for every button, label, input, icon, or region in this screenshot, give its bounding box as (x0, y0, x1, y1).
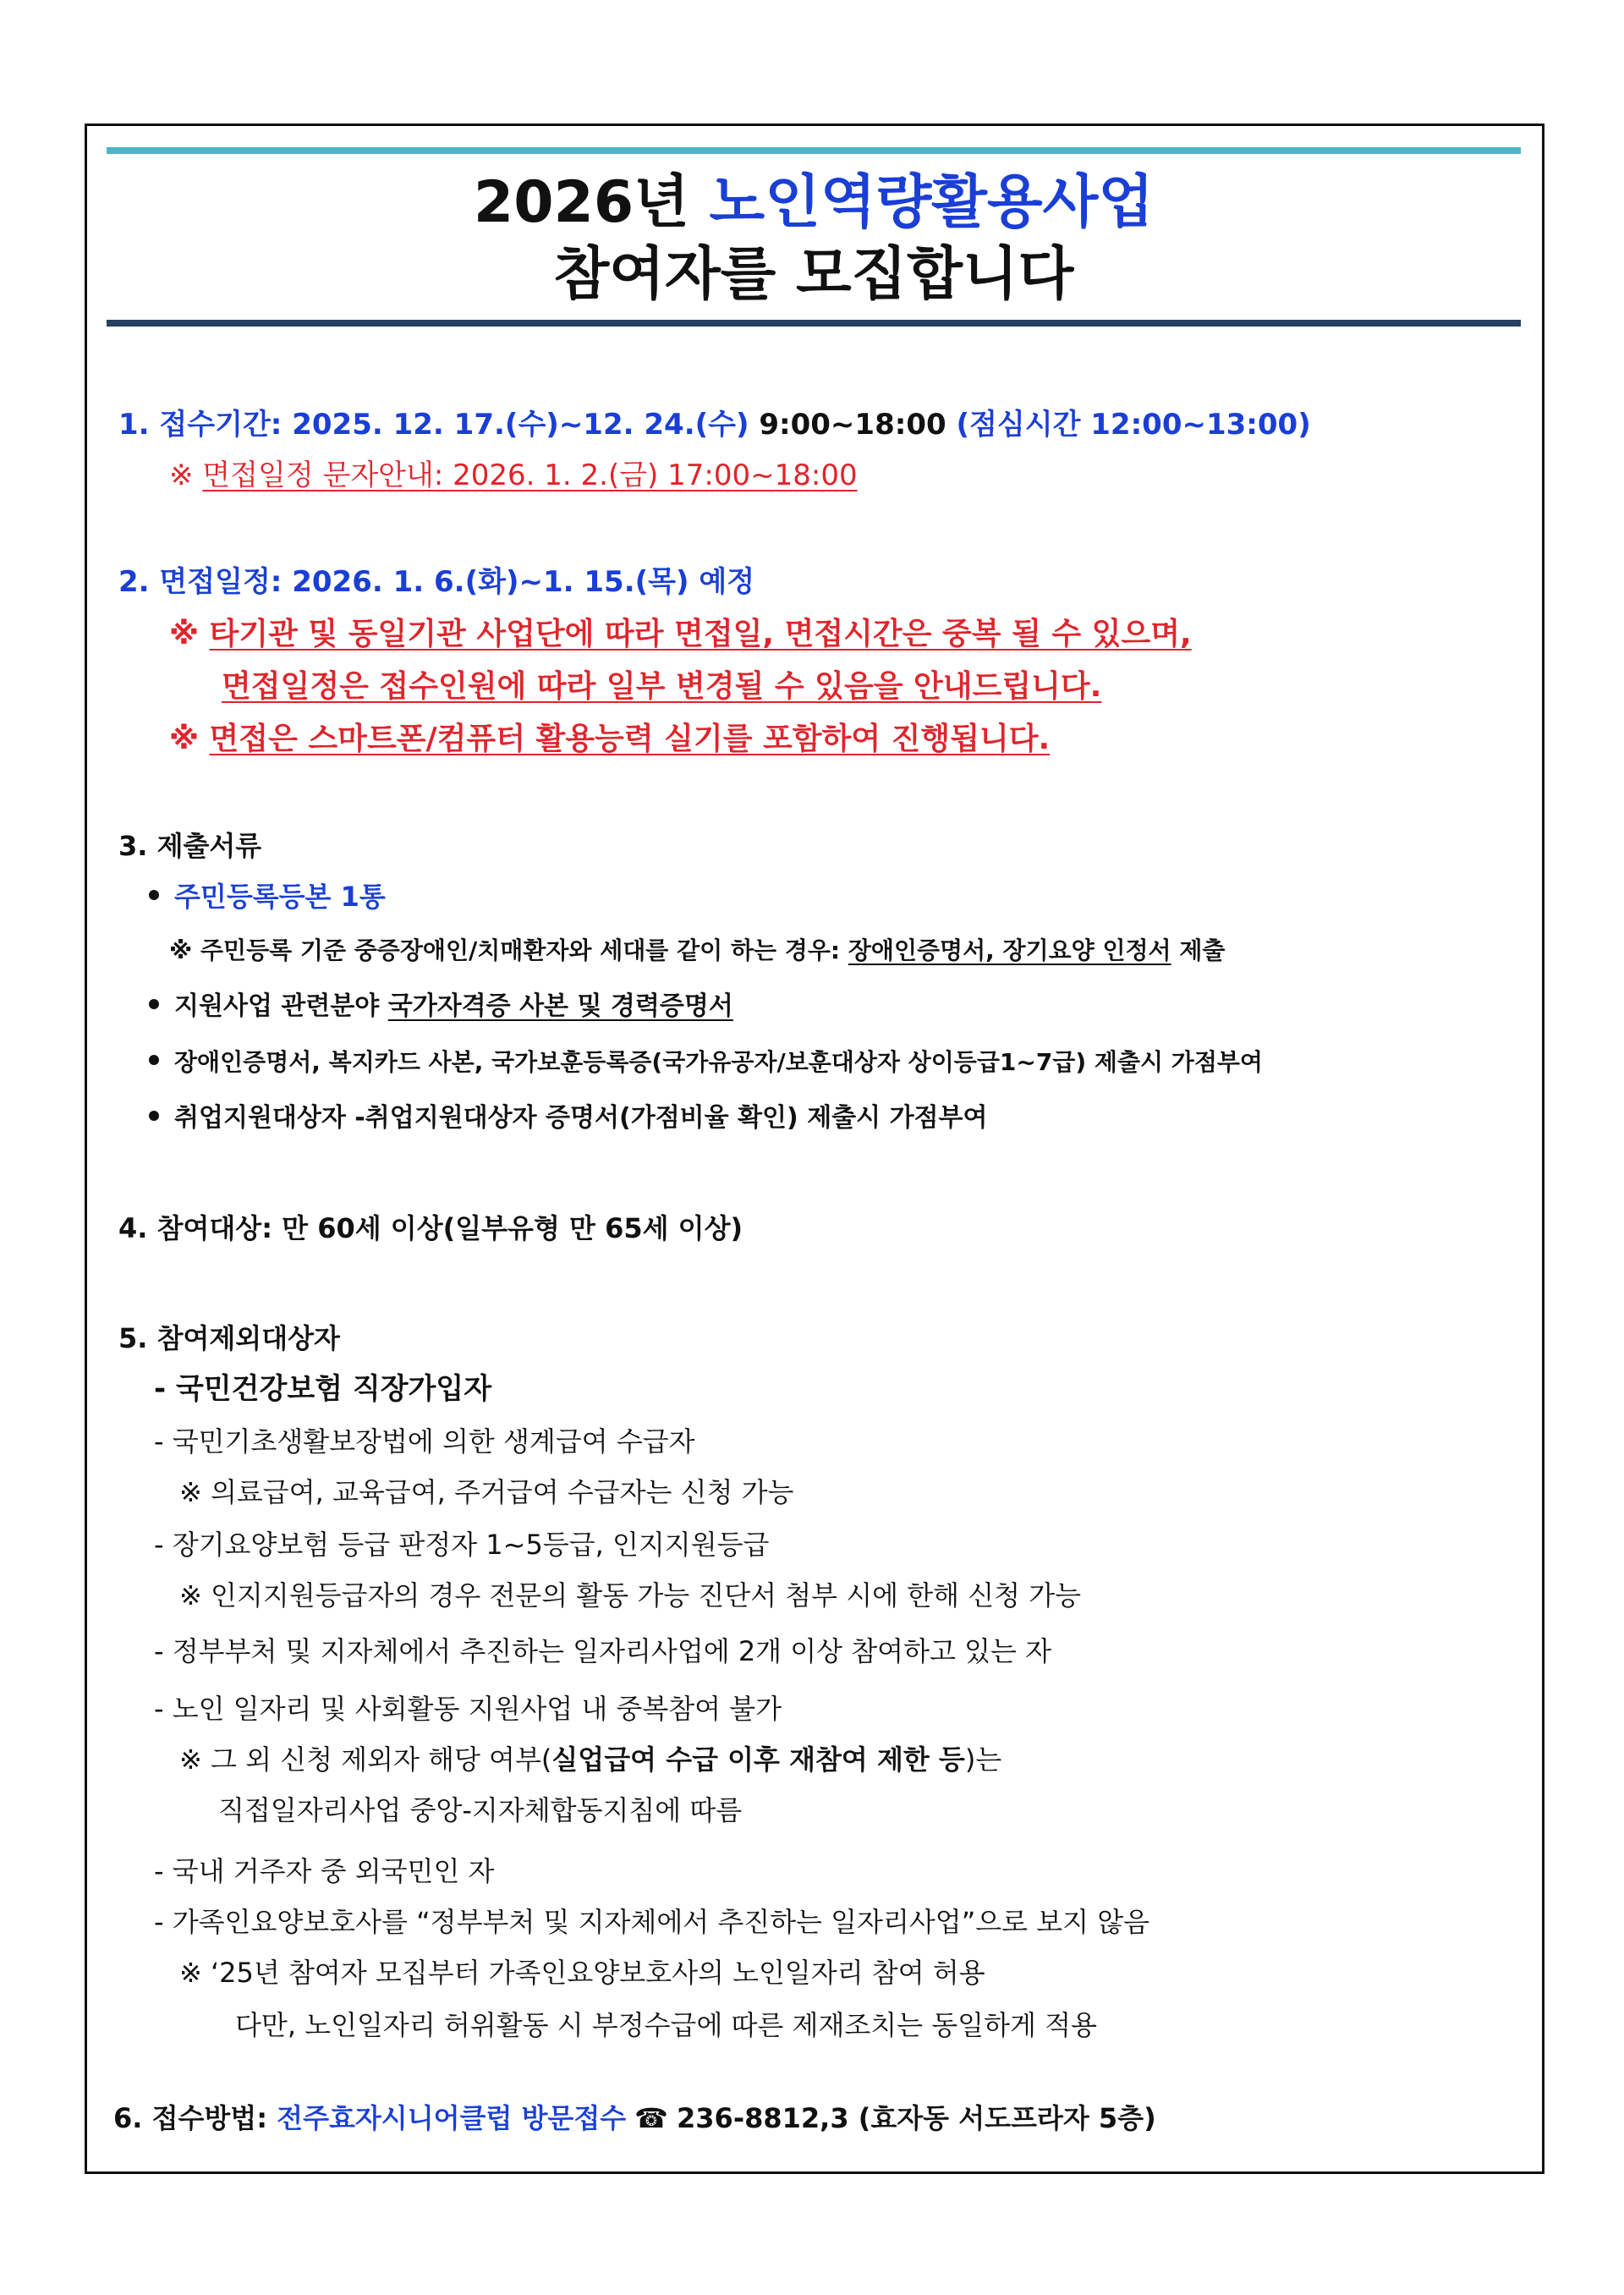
s3-item3-text: 장애인증명서, 복지카드 사본, 국가보훈등록증(국가유공자/보훈대상자 상이등급1~7급) 제출시 가점부여 (174, 1048, 1263, 1076)
s5-item5-note-b: 실업급여 수급 이후 재참여 제한 등 (551, 1743, 965, 1776)
s2-note2-mark: ※ (169, 722, 210, 756)
s3-item2 (149, 986, 733, 1027)
section-6 (113, 2098, 1156, 2139)
s3-note-c: 제출 (1171, 936, 1226, 964)
s6-label: 6. 접수방법: (113, 2102, 277, 2134)
s2-note1 (169, 614, 1192, 655)
telephone-icon: ☎ (634, 2102, 669, 2134)
s2-note1-text-a: 타기관 및 동일기관 사업단에 따라 면접일, 면접시간은 중복 될 수 있으며, (209, 617, 1192, 651)
s5-item3-note: ※ 인지지원등급자의 경우 전문의 활동 가능 진단서 첨부 시에 한해 신청 가능 (179, 1579, 1082, 1611)
s5-item2-note: ※ 의료급여, 교육급여, 주거급여 수급자는 신청 가능 (179, 1476, 794, 1508)
s6-phone: 236-8812,3 (677, 2102, 849, 2134)
section-1 (118, 404, 1311, 445)
s1-label: 1. 접수기간: 2025. 12. 17.(수)~12. 24.(수) (118, 408, 749, 442)
s2-note1-mark: ※ (169, 617, 210, 651)
s3-note (169, 931, 1225, 971)
s5-item1: - 국민건강보험 직장가입자 (154, 1372, 492, 1406)
s5-item7-note: ※ ‘25년 참여자 모집부터 가족인요양보호사의 노인일자리 참여 허용 (179, 1957, 985, 1989)
s3-label: 3. 제출서류 (118, 830, 262, 862)
s2-note2-text: 면접은 스마트폰/컴퓨터 활용능력 실기를 포함하여 진행됩니다. (209, 722, 1051, 756)
s6-place: 전주효자시니어클럽 방문접수 (277, 2102, 627, 2134)
s5-item5-note-a: ※ 그 외 신청 제외자 해당 여부( (179, 1743, 552, 1776)
s3-item2-b: 국가자격증 사본 및 경력증명서 (387, 991, 733, 1021)
s5-item7: - 가족인요양보호사를 “정부부처 및 지자체에서 추진하는 일자리사업”으로 보지 않음 (154, 1906, 1150, 1938)
s3-item2-a: 지원사업 관련분야 (174, 991, 388, 1021)
s1-hours: 9:00~18:00 (749, 408, 957, 442)
s5-item6: - 국내 거주자 중 외국민인 자 (154, 1855, 495, 1887)
title-year: 2026년 (473, 169, 710, 236)
s3-note-b: 장애인증명서, 장기요양 인정서 (848, 936, 1171, 964)
s4-label: 4. 참여대상: 만 60세 이상(일부유형 만 65세 이상) (118, 1212, 743, 1244)
bottom-rule (107, 320, 1521, 327)
bullet (149, 1055, 159, 1065)
s5-item5: - 노인 일자리 및 사회활동 지원사업 내 중복참여 불가 (154, 1693, 782, 1725)
s1-note-mark: ※ (169, 458, 203, 492)
s5-item5-note-c: )는 (964, 1743, 1002, 1776)
s3-item1-text: 주민등록등본 1통 (174, 881, 386, 913)
s5-item4: - 정부부처 및 지자체에서 추진하는 일자리사업에 2개 이상 참여하고 있는 자 (154, 1635, 1051, 1667)
title-line-2: 참여자를 모집합니다 (553, 241, 1074, 308)
s3-item4-text: 취업지원대상자 -취업지원대상자 증명서(가점비율 확인) 제출시 가점부여 (174, 1103, 988, 1133)
s2-label: 2. 면접일정: 2026. 1. 6.(화)~1. 15.(목) 예정 (118, 565, 755, 599)
s5-item5-note-2: 직접일자리사업 중앙-지자체합동지침에 따름 (218, 1794, 743, 1826)
s3-note-a: ※ 주민등록 기준 중증장애인/치매환자와 세대를 같이 하는 경우: (169, 936, 848, 964)
s5-item3: - 장기요양보험 등급 판정자 1~5등급, 인지지원등급 (154, 1529, 770, 1561)
bullet (149, 890, 159, 900)
s1-note-text: 면접일정 문자안내: 2026. 1. 2.(금) 17:00~18:00 (202, 458, 858, 492)
s2-note1-text-b: 면접일정은 접수인원에 따라 일부 변경될 수 있음을 안내드립니다. (222, 669, 1102, 704)
s2-note1-b (222, 667, 1101, 707)
s3-item3 (149, 1042, 1263, 1083)
top-rule (107, 147, 1521, 154)
s6-addr: (효자동 서도프라자 5층) (848, 2102, 1156, 2134)
bullet (149, 1111, 159, 1121)
s3-item1 (149, 876, 386, 917)
title-line-1 (107, 169, 1521, 237)
s5-label: 5. 참여제외대상자 (118, 1322, 340, 1354)
s3-item4 (149, 1098, 988, 1139)
s5-item5-note (179, 1739, 1001, 1780)
s2-note2 (169, 719, 1050, 760)
bullet (149, 999, 159, 1009)
title-program: 노인역량활용사업 (709, 169, 1155, 236)
s1-note (169, 455, 858, 496)
s5-item2: - 국민기초생활보장법에 의한 생계급여 수급자 (154, 1425, 695, 1458)
s5-item7-note-2: 다만, 노인일자리 허위활동 시 부정수급에 따른 제재조치는 동일하게 적용 (235, 2009, 1097, 2041)
s1-lunch: (점심시간 12:00~13:00) (956, 408, 1311, 442)
